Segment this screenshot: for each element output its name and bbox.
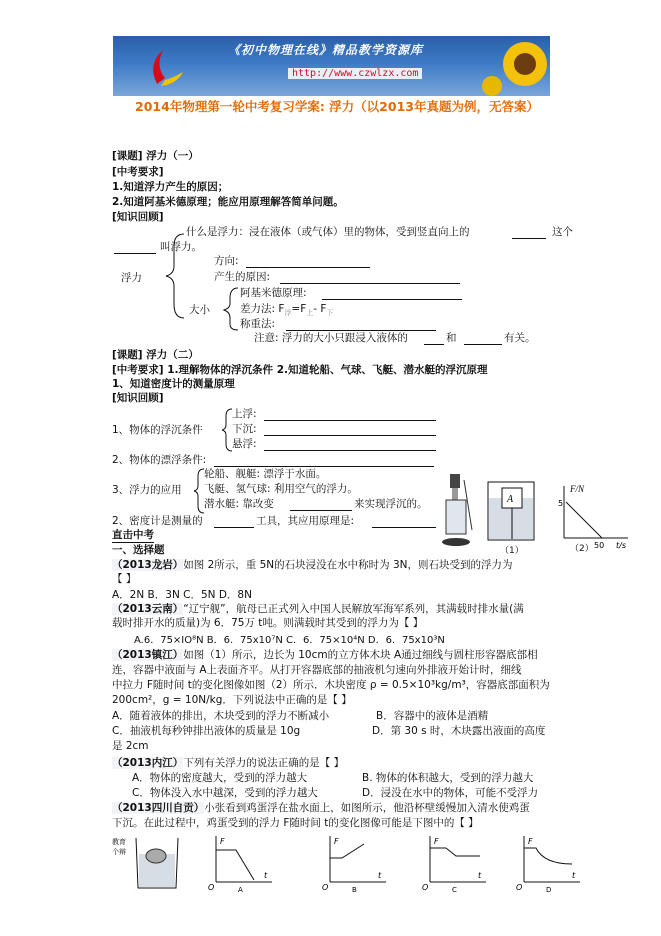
svg-text:F: F	[220, 837, 225, 846]
cause-label: 产生的原因:	[214, 271, 271, 283]
lesson2-req: [中考要求] 1.理解物体的浮沉条件 2.知道轮船、气球、飞艇、潜水艇的浮沉原理	[112, 364, 488, 376]
what-is-buoyancy: 什么是浮力：浸在液体（或气体）里的物体，受到竖直向上的	[186, 226, 470, 238]
direction-label: 方向:	[214, 255, 239, 267]
application-label: 3、浮力的应用	[112, 484, 182, 496]
svg-text:F: F	[528, 837, 533, 846]
hydrometer-apparatus-figure	[436, 470, 476, 550]
svg-text:t: t	[572, 871, 576, 880]
logo-icon	[143, 44, 189, 90]
svg-text:O: O	[422, 883, 429, 892]
lesson1-req-head: [中考要求]	[112, 166, 164, 178]
svg-text:O: O	[322, 883, 329, 892]
option-d-graph	[514, 834, 584, 892]
option-c-graph	[420, 834, 490, 892]
svg-text:5: 5	[558, 499, 564, 508]
svg-text:F: F	[334, 837, 339, 846]
header-banner	[113, 36, 550, 96]
banner-title: 《初中物理在线》精品教学资源库	[228, 43, 424, 57]
svg-text:O: O	[208, 883, 215, 892]
lesson2-review-head: [知识回顾]	[112, 392, 164, 404]
floating-condition: 2、物体的漂浮条件:	[112, 454, 207, 466]
svg-text:个辩: 个辩	[112, 848, 126, 856]
svg-text:O: O	[516, 883, 523, 892]
note-a: 注意: 浮力的大小只跟浸入液体的	[254, 332, 408, 344]
svg-text:教育: 教育	[112, 838, 126, 846]
sunflower-icon	[480, 36, 550, 96]
svg-text:A: A	[507, 494, 514, 505]
svg-text:F/N: F/N	[570, 484, 585, 494]
svg-text:t: t	[378, 871, 382, 880]
question-5: （2013四川自贡）小张看到鸡蛋浮在盐水面上，如图所示，他沿杯壁缓慢加入清水使鸡蛋	[112, 802, 530, 814]
lesson1-review-head: [知识回顾]	[112, 211, 164, 223]
lesson2-heading: [课题] 浮力（二）	[112, 349, 199, 361]
figure2-caption: （2）	[570, 544, 594, 554]
lesson1-req1: 1.知道浮力产生的原因；	[112, 181, 229, 193]
exam-heading: 直击中考	[112, 529, 154, 541]
svg-text:B: B	[352, 886, 357, 892]
option-b-graph	[320, 834, 390, 892]
page-title: 2014年物理第一轮中考复习学案: 浮力（以2013年真题为例，无答案）	[135, 99, 539, 114]
svg-text:A: A	[238, 886, 243, 892]
question-2-options: A.6．75×IO⁸N B．6．75x10⁷N C．6．75×10⁴N D．6．75x10³N	[134, 635, 445, 646]
difference-method: 差力法: $F_浮=F_上-$ $F_下$	[240, 303, 334, 318]
question-2: （2013云南）“辽宁舰”，航母已正式列入中国人民解放军海军系列，其满载时排水量(满	[112, 603, 524, 615]
svg-text:t/s: t/s	[616, 541, 626, 550]
concept-braces	[158, 232, 248, 332]
lesson2-req3: 1、知道密度计的测量原理	[112, 378, 235, 390]
question-4: （2013内江）下列有关浮力的说法正确的是【 】	[112, 757, 345, 769]
question-1-options: A．2N B．3N C．5N D．8N	[112, 589, 252, 601]
egg-beaker-figure	[112, 834, 182, 892]
svg-text:t: t	[478, 871, 482, 880]
figure1-caption: （1）	[500, 546, 524, 556]
choice-section: 一、选择题	[112, 544, 165, 556]
weighing-method: 称重法:	[240, 318, 276, 330]
container-figure	[486, 480, 538, 544]
force-time-graph	[548, 480, 634, 552]
question-3: （2013镇江）如图（1）所示，边长为 10cm的立方体木块 A通过细线与圆柱形容器底部相	[112, 649, 538, 661]
svg-text:D: D	[546, 886, 552, 892]
svg-text:C: C	[452, 886, 457, 892]
lesson1-req2: 2.知道阿基米德原理；能应用原理解答简单问题。	[112, 196, 344, 208]
svg-text:F: F	[434, 837, 439, 846]
archimedes-label: 阿基米德原理:	[240, 287, 307, 299]
buoyancy-root: 浮力	[121, 272, 142, 284]
hydrometer-a: 2、密度计是测量的	[112, 515, 203, 527]
question-1: （2013龙岩）如图 2所示，重 5N的石块浸没在水中称时为 3N，则石块受到的浮力为	[112, 559, 513, 571]
option-a-graph	[206, 834, 276, 892]
banner-url: http://www.czwlzx.com	[288, 68, 422, 79]
svg-text:50: 50	[594, 541, 605, 550]
svg-text:t: t	[264, 871, 268, 880]
sink-float-label: 1、物体的浮沉条件	[112, 424, 203, 436]
lesson1-heading: [课题] 浮力（一）	[112, 150, 199, 162]
size-label: 大小	[189, 304, 210, 316]
